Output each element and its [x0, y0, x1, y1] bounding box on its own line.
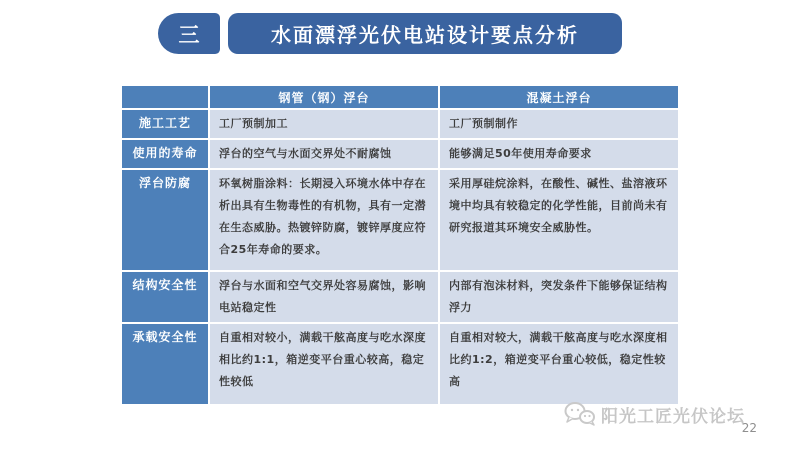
column-header-steel-float: 钢管（钢）浮台	[210, 86, 440, 110]
table-row-load-safety	[122, 324, 680, 406]
row-label-service-life: 使用的寿命	[122, 140, 210, 170]
cell-load-safety-steel: 自重相对较小，满载干舷高度与吃水深度相比约1:1，箱逆变平台重心较高，稳定性较低	[210, 324, 440, 406]
cell-anticorrosion-steel: 环氧树脂涂料：长期浸入环境水体中存在析出具有生物毒性的有机物，具有一定潜在生态威胁。热镀锌防腐，镀锌厚度应符合25年寿命的要求。	[210, 170, 440, 272]
cell-load-safety-concrete: 自重相对较大，满载干舷高度与吃水深度相比约1:2，箱逆变平台重心较低，稳定性较高	[440, 324, 680, 406]
section-number-badge: 三	[158, 13, 220, 54]
row-label-structural-safety: 结构安全性	[122, 272, 210, 324]
row-label-load-safety: 承载安全性	[122, 324, 210, 406]
page-number: 22	[741, 421, 757, 435]
comparison-table	[122, 86, 680, 406]
table-row-structural-safety	[122, 272, 680, 324]
row-label-construction: 施工工艺	[122, 110, 210, 140]
table-header-row	[122, 86, 680, 110]
title-banner	[158, 13, 622, 54]
footer-brand	[563, 401, 745, 427]
chat-bubbles-icon	[563, 401, 597, 427]
cell-structural-safety-concrete: 内部有泡沫材料，突发条件下能够保证结构浮力	[440, 272, 680, 324]
cell-structural-safety-steel: 浮台与水面和空气交界处容易腐蚀，影响电站稳定性	[210, 272, 440, 324]
cell-service-life-steel: 浮台的空气与水面交界处不耐腐蚀	[210, 140, 440, 170]
table-row-service-life	[122, 140, 680, 170]
page-title: 水面漂浮光伏电站设计要点分析	[228, 13, 622, 54]
table-corner-cell	[122, 86, 210, 110]
cell-service-life-concrete: 能够满足50年使用寿命要求	[440, 140, 680, 170]
column-header-concrete-float: 混凝土浮台	[440, 86, 680, 110]
table-row-anticorrosion	[122, 170, 680, 272]
cell-construction-steel: 工厂预制加工	[210, 110, 440, 140]
row-label-anticorrosion: 浮台防腐	[122, 170, 210, 272]
table-row-construction	[122, 110, 680, 140]
cell-construction-concrete: 工厂预制制作	[440, 110, 680, 140]
footer-brand-text: 阳光工匠光伏论坛	[601, 406, 745, 427]
cell-anticorrosion-concrete: 采用厚硅烷涂料，在酸性、碱性、盐溶液环境中均具有较稳定的化学性能，目前尚未有研究报道其环境安全威胁性。	[440, 170, 680, 272]
